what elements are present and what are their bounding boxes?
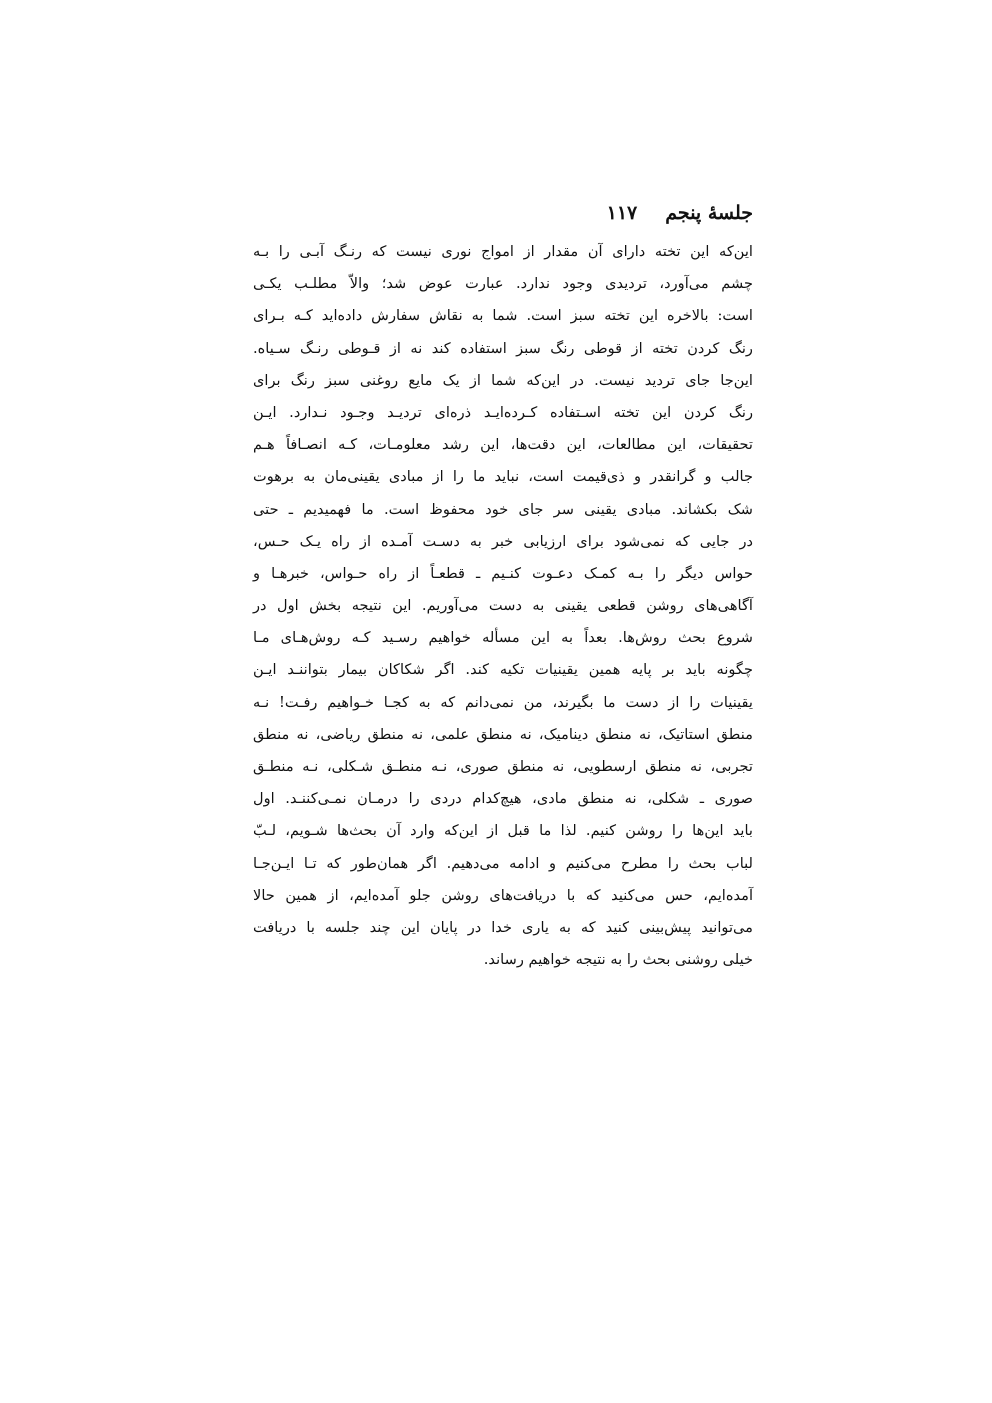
text-line: یقینیات را از دست ما بگیرند، من نمی‌دانم که به کجـا خـواهیم رفـت! نـه <box>253 693 753 711</box>
text-line: باید این‌ها را روشن کنیم. لذا ما قبل از این‌که وارد آن بحث‌ها شـویم، لـبّ <box>253 822 753 840</box>
text-line: حواس دیگر را بـه کمـک دعـوت کنـیم ـ قطعـاً از راه حـواس، خبرهـا و <box>253 564 753 582</box>
text-line: رنگ کردن تخته از قوطی رنگ سبز استفاده کند نه از قـوطی رنـگ سـیاه. <box>253 339 753 357</box>
text-line: جالب و گرانقدر و ذی‌قیمت است، نباید ما را از مبادی یقینی‌مان به برهوت <box>253 468 753 486</box>
text-line: در جایی که نمی‌شود برای ارزیابی خبر به دسـت آمـده از راه یـک حـس، <box>253 532 753 550</box>
text-line: آگاهی‌های روشن قطعی یقینی به دست می‌آوریم. این نتیجه بخش اول در <box>253 597 753 615</box>
text-line: لباب بحث را مطرح می‌کنیم و ادامه می‌دهیم. اگر همان‌طور که تـا ایـن‌جـا <box>253 854 753 872</box>
text-line: است: بالاخره این تخته سبز است. شما به نقاش سفارش داده‌اید کـه بـرای <box>253 307 753 325</box>
text-line: چشم می‌آورد، تردیدی وجود ندارد. عبارت عوض شد؛ والاّ مطلـب یکـی <box>253 275 753 293</box>
text-line: این‌جا جای تردید نیست. در این‌که شما از یک مایع روغنی سبز رنگ برای <box>253 371 753 389</box>
text-line: شک بکشاند. مبادی یقینی سر جای خود محفوظ است. ما فهمیدیم ـ حتی <box>253 500 753 518</box>
chapter-title: جلسهٔ پنجم <box>665 202 753 224</box>
text-line: تجربی، نه منطق ارسطویی، نه منطق صوری، نـه منطـق شـکلی، نـه منطـق <box>253 758 753 775</box>
body-text <box>253 236 753 976</box>
text-line: می‌توانید پیش‌بینی کنید که به یاری خدا در پایان این چند جلسه با دریافت <box>253 918 753 936</box>
text-line: آمده‌ایم، حس می‌کنید که با دریافت‌های روشن جلو آمده‌ایم، از همین حالا <box>253 886 753 904</box>
text-line-last: خیلی روشنی بحث را به نتیجه خواهیم رساند. <box>483 951 753 969</box>
text-line: منطق استاتیک، نه منطق دینامیک، نه منطق علمی، نه منطق ریاضی، نه منطق <box>253 725 753 743</box>
running-header <box>253 198 753 228</box>
text-line: صوری ـ شکلی، نه منطق مادی، هیچ‌کدام دردی را درمـان نمـی‌کننـد. اول <box>253 790 753 808</box>
text-line: شروع بحث روش‌ها. بعداً به این مسأله خواهیم رسـید کـه روش‌هـای مـا <box>253 629 753 647</box>
text-line: چگونه باید بر پایه همین یقینیات تکیه کند. اگر شکاکان بیمار بتواننـد ایـن <box>253 661 753 679</box>
text-line: تحقیقات، این مطالعات، این دقت‌ها، این رشد معلومـات، کـه انصـافاً هـم <box>253 436 753 454</box>
text-line: این‌که این تخته دارای آن مقدار از امواج نوری نیست که رنـگ آبـی را بـه <box>253 243 753 260</box>
page-number: ۱۱۷ <box>606 202 638 224</box>
text-line: رنگ کردن این تخته اسـتفاده کـرده‌ایـد ذره‌ای تردیـد وجـود نـدارد. ایـن <box>253 403 753 421</box>
